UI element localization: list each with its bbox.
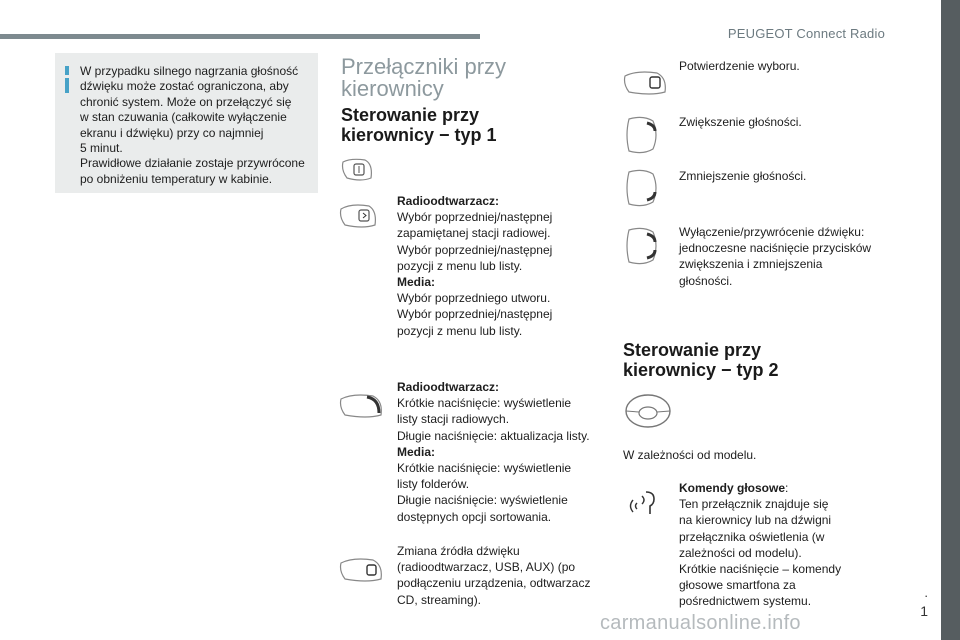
- entry-line: przełącznika oświetlenia (w: [679, 529, 825, 544]
- entry-line: listy folderów.: [397, 477, 470, 492]
- steering-press-icon: [339, 393, 385, 419]
- header-rule: [0, 34, 480, 39]
- info-line: w stan czuwania (całkowite wyłączenie: [80, 110, 287, 125]
- info-line: 5 minut.: [80, 141, 123, 156]
- entry-line: pozycji z menu lub listy.: [397, 323, 523, 338]
- entry-line: Krótkie naciśnięcie: wyświetlenie: [397, 461, 572, 476]
- subsection-type2-title: [623, 340, 853, 380]
- info-line: Prawidłowe działanie zostaje przywrócone: [80, 156, 305, 171]
- watermark: carmanualsonline.info: [600, 612, 801, 634]
- info-icon-stem: [65, 78, 69, 93]
- page-dot: .: [924, 585, 928, 600]
- entry-colon: :: [785, 481, 789, 495]
- entry-line: jednoczesne naciśnięcie przycisków: [679, 241, 872, 256]
- entry-line: pośrednictwem systemu.: [679, 594, 812, 609]
- entry-line: listy stacji radiowych.: [397, 412, 510, 427]
- volume-up-icon: [623, 115, 663, 155]
- entry-line: głośności.: [679, 273, 733, 288]
- info-line: po obniżeniu temperatury w kabinie.: [80, 171, 273, 186]
- section-title-line: Przełączniki przy: [341, 54, 507, 79]
- entry-line: Krótkie naciśnięcie – komendy: [679, 562, 842, 577]
- voice-command-icon: [628, 486, 662, 518]
- subsection-title-line: Sterowanie przy: [623, 340, 762, 360]
- entry-line: Ten przełącznik znajduje się: [679, 497, 829, 512]
- steering-wheel-icon: [623, 393, 673, 429]
- subsection-title-line: kierownicy − typ 1: [341, 125, 497, 145]
- entry-confirm-text: [679, 58, 879, 74]
- entry-line: Krótkie naciśnięcie: wyświetlenie: [397, 396, 572, 411]
- entry-heading: Media:: [397, 444, 436, 459]
- entry-line: Długie naciśnięcie: wyświetlenie: [397, 493, 568, 508]
- entry-mute-text: [679, 224, 894, 289]
- entry-line: zależności od modelu).: [679, 545, 802, 560]
- info-line: W przypadku silnego nagrzania głośność: [80, 64, 299, 78]
- voice-command-text: [679, 480, 879, 610]
- entry-line: dostępnych opcji sortowania.: [397, 509, 552, 524]
- entry-source-text: [397, 543, 612, 608]
- entry-line: na kierownicy lub na dźwigni: [679, 513, 832, 528]
- entry-volume-up-text: [679, 114, 879, 130]
- entry-line: zwiększenia i zmniejszenia: [679, 257, 823, 272]
- entry-line: Wybór poprzedniej/następnej: [397, 210, 553, 225]
- subsection-type1-title: [341, 105, 581, 145]
- page-number: 1: [920, 603, 928, 619]
- entry-press-text: [397, 379, 612, 525]
- entry-heading: Media:: [397, 275, 436, 290]
- entry-line: Potwierdzenie wyboru.: [679, 59, 800, 73]
- steering-scroll-icon: [339, 203, 379, 229]
- entry-line: zapamiętanej stacji radiowej.: [397, 226, 551, 241]
- entry-line: Długie naciśnięcie: aktualizacja listy.: [397, 428, 590, 443]
- entry-line: CD, streaming).: [397, 592, 482, 607]
- model-note: W zależności od modelu.: [623, 448, 757, 462]
- confirm-icon: [623, 70, 669, 96]
- subsection-title-line: kierownicy − typ 2: [623, 360, 779, 380]
- entry-line: Zwiększenie głośności.: [679, 115, 802, 129]
- entry-line: (radioodtwarzacz, USB, AUX) (po: [397, 560, 576, 575]
- entry-line: Wyłączenie/przywrócenie dźwięku:: [679, 225, 865, 239]
- section-title-line: kierownicy: [341, 76, 444, 101]
- steering-switch-icon: [341, 158, 375, 182]
- section-title: [341, 56, 571, 100]
- entry-heading: Radioodtwarzacz:: [397, 194, 500, 208]
- info-line: ekranu i dźwięku) przy co najmniej: [80, 125, 264, 140]
- entry-line: Zmiana źródła dźwięku: [397, 544, 520, 558]
- entry-line: Wybór poprzedniego utworu.: [397, 291, 551, 306]
- info-icon: [65, 66, 69, 75]
- mute-icon: [623, 226, 663, 266]
- page-edge-bar: [941, 0, 960, 640]
- header-title: PEUGEOT Connect Radio: [727, 26, 885, 41]
- entry-line: Zmniejszenie głośności.: [679, 169, 807, 183]
- info-line: dźwięku może zostać ograniczona, aby: [80, 79, 289, 94]
- entry-heading: Radioodtwarzacz:: [397, 380, 500, 394]
- entry-line: pozycji z menu lub listy.: [397, 258, 523, 273]
- entry-line: Wybór poprzedniej/następnej: [397, 242, 553, 257]
- subsection-title-line: Sterowanie przy: [341, 105, 480, 125]
- info-line: chronić system. Może on przełączyć się: [80, 94, 292, 109]
- entry-heading: Komendy głosowe: [679, 481, 786, 495]
- entry-line: Wybór poprzedniej/następnej: [397, 307, 553, 322]
- info-text: [80, 64, 316, 187]
- entry-line: głosowe smartfona za: [679, 578, 796, 593]
- volume-down-icon: [623, 168, 663, 208]
- entry-scroll-text: [397, 193, 607, 339]
- source-switch-icon: [339, 557, 385, 583]
- entry-volume-down-text: [679, 168, 879, 184]
- entry-line: podłączeniu urządzenia, odtwarzacz: [397, 576, 591, 591]
